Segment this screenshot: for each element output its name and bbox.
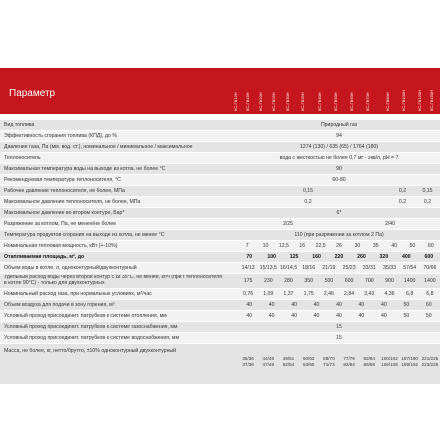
row-value: 82/84 86/88 <box>363 356 376 367</box>
row-value: 35 <box>372 243 379 249</box>
row-label: Эффективность сгорания топлива (КПД), до % <box>4 133 117 139</box>
header-title: Параметр <box>9 88 56 99</box>
table-row <box>0 241 440 252</box>
row-value: 4,36 <box>384 291 395 297</box>
table-row <box>0 120 440 131</box>
row-value: 220 <box>334 254 344 260</box>
row-value: 280 <box>284 278 293 284</box>
row-value: 2,46 <box>323 291 334 297</box>
table-row <box>0 322 440 333</box>
table-row <box>0 164 440 175</box>
row-value: 0,2 <box>423 199 432 205</box>
table-row <box>0 175 440 186</box>
model-header: КС-ГВ35H <box>300 92 305 111</box>
table-row <box>0 252 440 263</box>
row-value: 44/46 47/49 <box>262 356 275 367</box>
row-label: Номинальная тепловая мощность, кВт (+-10%) <box>4 243 118 249</box>
row-value: 600 <box>344 278 354 284</box>
table-row <box>0 344 440 385</box>
row-value: 15/13,5 <box>259 265 277 271</box>
row-value: 16 <box>299 243 306 249</box>
model-header: КС-ГВ150H <box>429 90 434 111</box>
row-value: 187/190 189/192 <box>401 356 418 367</box>
row-value: 50 <box>403 302 410 308</box>
row-value: 22,5 <box>315 243 326 249</box>
row-value: 35/33 <box>382 265 396 271</box>
row-value: 60 <box>425 302 432 308</box>
row-value: 60 <box>427 243 434 249</box>
row-label: Объем воздуха для подачи в зону горения, м³ <box>4 302 115 308</box>
row-value: 14/13 <box>241 265 255 271</box>
row-label: Номинальный расход газа, при нормальных условиях, м³/час <box>4 291 152 297</box>
table-row <box>0 208 440 219</box>
row-value: 400 <box>402 254 411 260</box>
row-value: 6,8 <box>426 291 434 297</box>
row-label: Масса, не более, кг, нетто/брутто, ±10% одноконтурный двухконтурный <box>4 348 177 354</box>
row-value: 100/102 106/108 <box>381 356 398 367</box>
row-value: 21/19 <box>322 265 336 271</box>
row-value: 40 <box>336 313 342 319</box>
row-value: 90 <box>336 166 342 172</box>
row-value: 70/66 <box>423 265 437 271</box>
row-value: 3,43 <box>364 291 375 297</box>
model-header: КС-ГВ60H <box>349 92 354 111</box>
row-value: 40 <box>246 313 253 319</box>
table-row <box>0 153 440 164</box>
row-value: 40 <box>358 313 365 319</box>
row-value: Природный газ <box>320 122 358 128</box>
model-header: КС-ГВ50H <box>333 92 338 111</box>
row-value: 60/62 63/65 <box>302 356 315 367</box>
row-value: 10 <box>262 243 269 249</box>
row-value: 40 <box>246 302 253 308</box>
table-row <box>0 300 440 311</box>
row-value: 25/23 <box>342 265 356 271</box>
table-row <box>0 197 440 208</box>
row-value: 230 <box>263 278 273 284</box>
row-label: Условный проход присоединит. патрубков к системе водоснабжения, мм <box>4 335 180 341</box>
model-header: КС-ГВ70H <box>365 92 370 111</box>
row-value: 175 <box>243 278 253 284</box>
row-value: 68/70 71/73 <box>323 356 335 367</box>
row-value: 50 <box>409 243 416 249</box>
row-value: 40 <box>291 313 297 319</box>
row-value: вода с жесткостью не более 0,7 мг - экв/л, pH = 7 <box>279 155 399 161</box>
model-header: КС-ГВ20H <box>258 92 263 111</box>
row-value: 260 <box>357 254 366 260</box>
row-value: 2,84 <box>344 291 355 297</box>
table-row <box>0 131 440 142</box>
row-value: 16/14,5 <box>279 265 298 271</box>
row-value: 40 <box>358 302 365 308</box>
row-value: 35/36 37/38 <box>242 356 254 367</box>
row-label: Объем воды в котле, л, одноконтурный/двухконтурный <box>4 265 137 271</box>
model-header: КС-ГВ40H <box>317 92 322 111</box>
row-value: 1,09 <box>263 291 274 297</box>
row-value: 7 <box>245 243 249 249</box>
row-value: 57/54 <box>403 265 417 271</box>
table-row <box>0 219 440 230</box>
table-header <box>0 68 440 114</box>
row-value: 700 <box>364 278 374 284</box>
row-label: Максимальная температура воды на выходе из котла, не более °С <box>4 166 166 172</box>
row-label: Максимальное давление во втором контуре, Бар* <box>4 210 125 216</box>
table-row <box>0 263 440 274</box>
table-row <box>0 311 440 322</box>
row-value: 18/16 <box>302 265 316 271</box>
row-value: 40 <box>313 313 320 319</box>
row-value: 0,2 <box>304 199 312 205</box>
row-value: 94 <box>336 133 342 139</box>
table-row <box>0 230 440 241</box>
row-label: Удельный расход воды через второй контур с Δt 35°С, не менее, кг/ч (при t теплоносителя в котле 90°С) - только для двухконтурных <box>4 275 222 286</box>
row-label: Рабочее давление теплоносителя, не более, МПа <box>4 188 125 194</box>
row-label: Температура продуктов сгорания на выходе из котла, не менее °С <box>4 232 165 238</box>
table-row <box>0 186 440 197</box>
row-label: Давление газа, Па (мм. вод. ст.), номинальное / минимальное / максимальное <box>4 144 193 150</box>
row-label: Условный проход присоединит. патрубков к системе газоснабжения, мм <box>4 324 178 330</box>
row-value: 40 <box>391 243 397 249</box>
row-value: 40 <box>268 302 275 308</box>
row-value: 110 (при разряжении за котлом 2 Па) <box>294 232 384 238</box>
row-value: 1400 <box>424 278 436 284</box>
table-row <box>0 333 440 344</box>
row-value: 1,75 <box>303 291 314 297</box>
row-value: 50 <box>403 313 410 319</box>
row-label: Условный проход присоединит. патрубков к системе отопления, мм <box>4 313 167 319</box>
row-value: 100 <box>267 254 276 260</box>
row-label: Отапливаемая площадь, м², до <box>4 254 85 260</box>
row-value: 2/40 <box>384 221 396 227</box>
row-value: 0,15 <box>302 188 314 194</box>
table-row <box>0 142 440 153</box>
table-row <box>0 289 440 300</box>
row-value: 1400 <box>403 278 416 284</box>
row-value: 0,2 <box>398 188 407 194</box>
model-header: КС-ГВ25H <box>271 92 276 111</box>
row-value: 40 <box>291 302 297 308</box>
row-value: 350 <box>304 278 314 284</box>
row-value: 125 <box>289 254 299 260</box>
row-value: 221/225 223/228 <box>421 356 439 367</box>
table-row <box>0 274 440 289</box>
row-value: 40 <box>336 302 342 308</box>
spec-table <box>0 120 440 385</box>
row-value: 60-80 <box>332 177 346 183</box>
row-value: 40 <box>380 313 387 319</box>
row-value: 500 <box>324 278 334 284</box>
row-value: 6* <box>336 210 342 216</box>
row-value: 600 <box>424 254 434 260</box>
row-value: 40 <box>380 302 387 308</box>
row-value: 320 <box>379 254 389 260</box>
row-value: 0,76 <box>243 291 254 297</box>
row-value: 12,5 <box>278 243 289 249</box>
row-value: 40 <box>268 313 275 319</box>
row-value: 6,8 <box>406 291 414 297</box>
row-value: 0,2 <box>398 199 407 205</box>
model-header: КС-ГВ30H <box>285 92 290 111</box>
model-header: КС-ГВ15H <box>245 92 250 111</box>
model-header: КС-ГВ80H <box>385 92 390 111</box>
row-label: Рекомендуемая температура теплоносителя, °С <box>4 177 121 183</box>
row-value: 1,37 <box>283 291 294 297</box>
row-value: 77/79 82/84 <box>343 356 355 367</box>
row-label: Вид топлива <box>4 122 35 128</box>
model-header: КС-ГВ12H <box>233 92 238 111</box>
row-value: 70 <box>246 254 253 260</box>
row-value: 900 <box>385 278 394 284</box>
model-header: КС-ГВ100H <box>401 90 406 111</box>
model-columns <box>225 68 440 114</box>
row-value: 40 <box>313 302 320 308</box>
row-value: 26 <box>336 243 342 249</box>
row-value: 2/25 <box>282 221 294 227</box>
row-label: Теплоноситель <box>4 155 41 161</box>
row-value: 1274 (130) / 635 (65) / 1764 (180) <box>299 144 379 150</box>
row-value: 30 <box>354 243 361 249</box>
row-value: 15 <box>336 324 342 330</box>
row-label: Максимальное давление теплоносителя, не более, МПа <box>4 199 141 205</box>
row-value: 0,15 <box>422 188 433 194</box>
model-header: КС-ГВ120H <box>417 90 422 111</box>
row-value: 160 <box>312 254 321 260</box>
row-value: 15 <box>336 335 342 341</box>
row-value: 33/31 <box>362 265 376 271</box>
row-label: Разряжение за котлом, Па, не менее/не более <box>4 221 117 227</box>
row-value: 50 <box>425 313 432 319</box>
row-value: 49/51 52/54 <box>282 356 295 367</box>
